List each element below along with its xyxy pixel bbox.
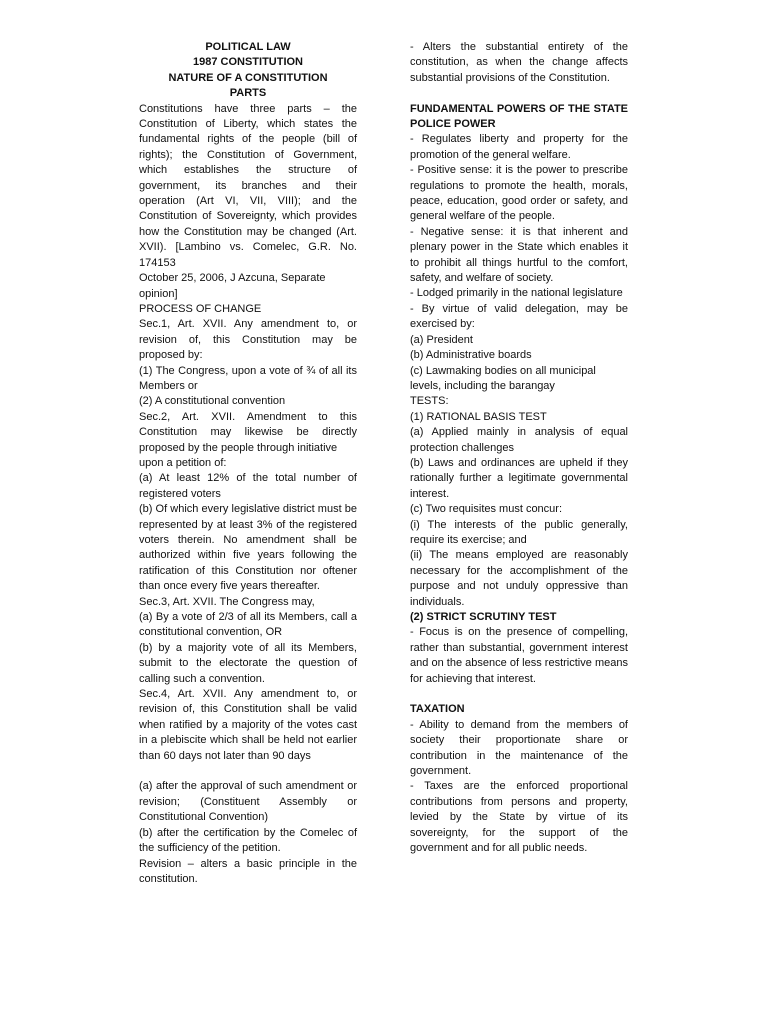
- sec1-item-a: (1) The Congress, upon a vote of ¾ of all its Members or: [139, 364, 357, 392]
- tests-label: TESTS:: [410, 395, 449, 408]
- police-item: - Positive sense: it is the power to prescribe regulations to promote the health, morals, peace, education, good order or safety, and general welfare of the people.: [410, 164, 628, 223]
- spacer: [410, 687, 628, 702]
- rational-item: (c) Two requisites must concur:: [410, 503, 563, 516]
- sec4-text: Sec.4, Art. XVII. Any amendment to, or revision of, this Constitution shall be valid when ratified by a majority of the votes cast in a plebiscite which shall be held not earlier than 60 days not later than 90 days: [139, 688, 357, 762]
- spacer: [410, 86, 628, 101]
- revision-text: Revision – alters a basic principle in the constitution.: [139, 857, 357, 885]
- rational-item: (ii) The means employed are reasonably necessary for the accomplishment of the purpose and not unduly oppressive than individuals.: [410, 549, 628, 608]
- taxation-title: TAXATION: [410, 703, 465, 716]
- taxation-item: - Ability to demand from the members of society their proportionate share or contribution in the maintenance of the government.: [410, 718, 628, 778]
- process-title: PROCESS OF CHANGE: [139, 302, 262, 315]
- left-column: [139, 40, 357, 887]
- intro-paragraph: Constitutions have three parts – the Constitution of Liberty, which states the fundamental rights of the people (bill of rights); the Constitution of Government, which establishes the structure of government, its branches and their operation (Art VI, VII, VIII); and the Constitution of Sovereignty, which provides how the Constitution may be changed (Art. XVII). [Lambino vs. Comelec, G.R. No. 174153: [139, 102, 357, 269]
- police-item: - Lodged primarily in the national legislature: [410, 287, 623, 300]
- police-item: - Regulates liberty and property for the promotion of the general welfare.: [410, 133, 628, 161]
- sec1-text: Sec.1, Art. XVII. Any amendment to, or revision of, this Constitution may be proposed by:: [139, 318, 357, 362]
- powers-title: FUNDAMENTAL POWERS OF THE STATE POLICE POWER: [410, 102, 628, 131]
- sec3-item-b: (b) by a majority vote of all its Members, submit to the electorate the question of calling such a convention.: [139, 641, 357, 685]
- sec3-item-a: (a) By a vote of 2/3 of all its Members, call a constitutional convention, OR: [139, 611, 357, 639]
- police-item: - By virtue of valid delegation, may be exercised by:: [410, 302, 628, 331]
- sec2-text: Sec.2, Art. XVII. Amendment to this Constitution may likewise be directly proposed by the people through initiative: [139, 410, 357, 454]
- police-item: (a) President: [410, 333, 473, 346]
- police-item: - Negative sense: it is that inherent and plenary power in the State which enables it to prohibit all things hurtful to the comfort, safety, and welfare of society.: [410, 225, 628, 285]
- sec3-text: Sec.3, Art. XVII. The Congress may,: [139, 595, 315, 608]
- heading-parts: PARTS: [229, 87, 267, 100]
- strict-title: (2) STRICT SCRUTINY TEST: [410, 611, 557, 624]
- police-item: (b) Administrative boards: [410, 349, 532, 362]
- police-item: (c) Lawmaking bodies on all municipal levels, including the barangay: [410, 364, 596, 392]
- after-item-a: (a) after the approval of such amendment or revision; (Constituent Assembly or Constitutional Convention): [139, 780, 357, 824]
- rational-item: (a) Applied mainly in analysis of equal protection challenges: [410, 426, 628, 454]
- amendment-definition: - Alters the substantial entirety of the constitution, as when the change affects substantial provisions of the Constitution.: [410, 41, 628, 84]
- citation: October 25, 2006, J Azcuna, Separate opinion]: [139, 272, 326, 300]
- strict-text: - Focus is on the presence of compelling, rather than substantial, government interest and on the absence of less restrictive means for achieving that interest.: [410, 626, 628, 685]
- heading-political-law: POLITICAL LAW: [205, 41, 291, 53]
- sec2-petition: upon a petition of:: [139, 456, 227, 469]
- spacer: [139, 764, 357, 779]
- sec1-item-b: (2) A constitutional convention: [139, 395, 286, 408]
- rational-item: (b) Laws and ordinances are upheld if they rationally further a legitimate governmental interest.: [410, 456, 628, 500]
- sec2-item-a: (a) At least 12% of the total number of registered voters: [139, 472, 357, 500]
- after-item-b: (b) after the certification by the Comelec of the sufficiency of the petition.: [139, 826, 357, 855]
- rational-item: (i) The interests of the public generally, require its exercise; and: [410, 518, 628, 546]
- taxation-item: - Taxes are the enforced proportional contributions from persons and property, levied by the State by virtue of its sovereignty, for the support of the government and for all public needs.: [410, 780, 628, 855]
- heading-1987-constitution: 1987 CONSTITUTION: [192, 56, 304, 69]
- sec2-item-b: (b) Of which every legislative district must be represented by at least 3% of the registered voters therein. No amendment shall be authorized within five years following the ratification of this Constitution nor oftener than once every five years thereafter.: [139, 503, 357, 593]
- heading-nature: NATURE OF A CONSTITUTION: [168, 71, 328, 84]
- rational-title: (1) RATIONAL BASIS TEST: [410, 410, 547, 423]
- right-column: [410, 40, 628, 857]
